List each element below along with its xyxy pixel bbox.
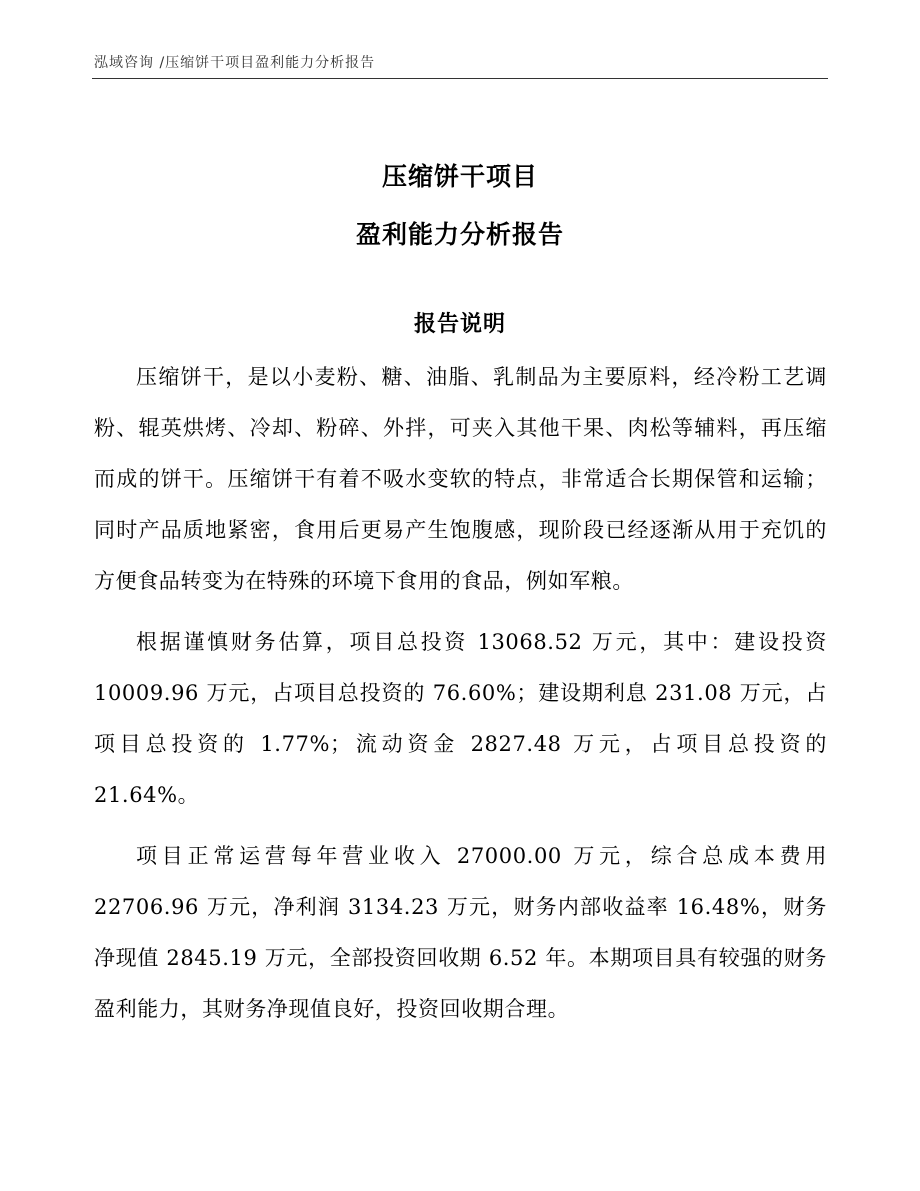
paragraph-profitability: 项目正常运营每年营业收入 27000.00 万元，综合总成本费用 22706.96 万元，净利润 3134.23 万元，财务内部收益率 16.48%，财务净现值 2845.19 万元，全部投资回收期 6.52 年。本期项目具有较强的财务盈利能力，其财务净现值良好，投资回收期合理。 [94, 844, 827, 1021]
running-header: 泓域咨询 /压缩饼干项目盈利能力分析报告 [94, 55, 376, 71]
paragraph-intro: 压缩饼干，是以小麦粉、糖、油脂、乳制品为主要原料，经冷粉工艺调粉、辊英烘烤、冷却、粉碎、外拌，可夹入其他干果、肉松等辅料，再压缩而成的饼干。压缩饼干有着不吸水变软的特点，非常适合长期保管和运输；同时产品质地紧密，食用后更易产生饱腹感，现阶段已经逐渐从用于充饥的方便食品转变为在特殊的环境下食用的食品，例如军粮。 [94, 365, 827, 593]
section-heading: 报告说明 [413, 312, 506, 337]
body-text [94, 352, 827, 1045]
paragraph-investment: 根据谨慎财务估算，项目总投资 13068.52 万元，其中：建设投资 10009.96 万元，占项目总投资的 76.60%；建设期利息 231.08 万元，占项目总投资的 1.77%；流动资金 2827.48 万元，占项目总投资的 21.64%。 [94, 630, 827, 807]
document-title-line1: 压缩饼干项目 [381, 162, 538, 191]
header-divider [92, 78, 828, 79]
document-title-line2: 盈利能力分析报告 [355, 220, 564, 249]
